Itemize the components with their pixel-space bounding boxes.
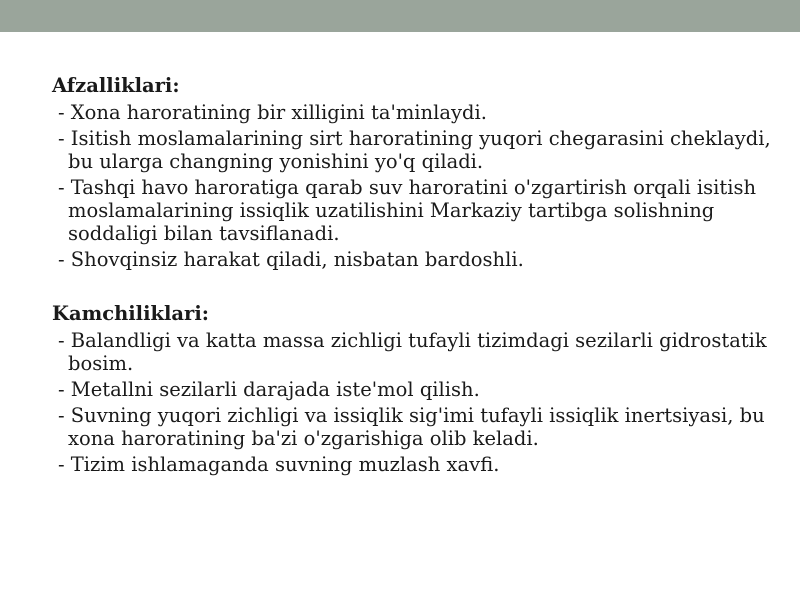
- advantage-item: - Xona haroratining bir xilligini ta'minlaydi.: [58, 101, 487, 124]
- advantages-heading: Afzalliklari:: [52, 74, 180, 97]
- slide-body: [52, 74, 772, 479]
- disadvantages-heading: Kamchiliklari:: [52, 302, 209, 325]
- disadvantage-item: - Suvning yuqori zichligi va issiqlik sig'imi tufayli issiqlik inertsiyasi, bu xona haroratining ba'zi o'zgarishiga olib keladi.: [58, 404, 765, 450]
- disadvantage-item: - Tizim ishlamaganda suvning muzlash xavfi.: [58, 453, 500, 476]
- advantage-item: - Shovqinsiz harakat qiladi, nisbatan bardoshli.: [58, 248, 524, 271]
- section-spacer: [52, 274, 772, 302]
- header-bar: [0, 0, 800, 32]
- disadvantage-item: - Metallni sezilarli darajada iste'mol qilish.: [58, 378, 480, 401]
- disadvantage-item: - Balandligi va katta massa zichligi tufayli tizimdagi sezilarli gidrostatik bosim.: [58, 329, 767, 375]
- advantage-item: - Tashqi havo haroratiga qarab suv haroratini o'zgartirish orqali isitish moslamalarining issiqlik uzatilishini Markaziy tartibga solishning soddaligi bilan tavsiflanadi.: [58, 176, 757, 245]
- advantage-item: - Isitish moslamalarining sirt haroratining yuqori chegarasini cheklaydi, bu ularga changning yonishini yo'q qiladi.: [58, 127, 771, 173]
